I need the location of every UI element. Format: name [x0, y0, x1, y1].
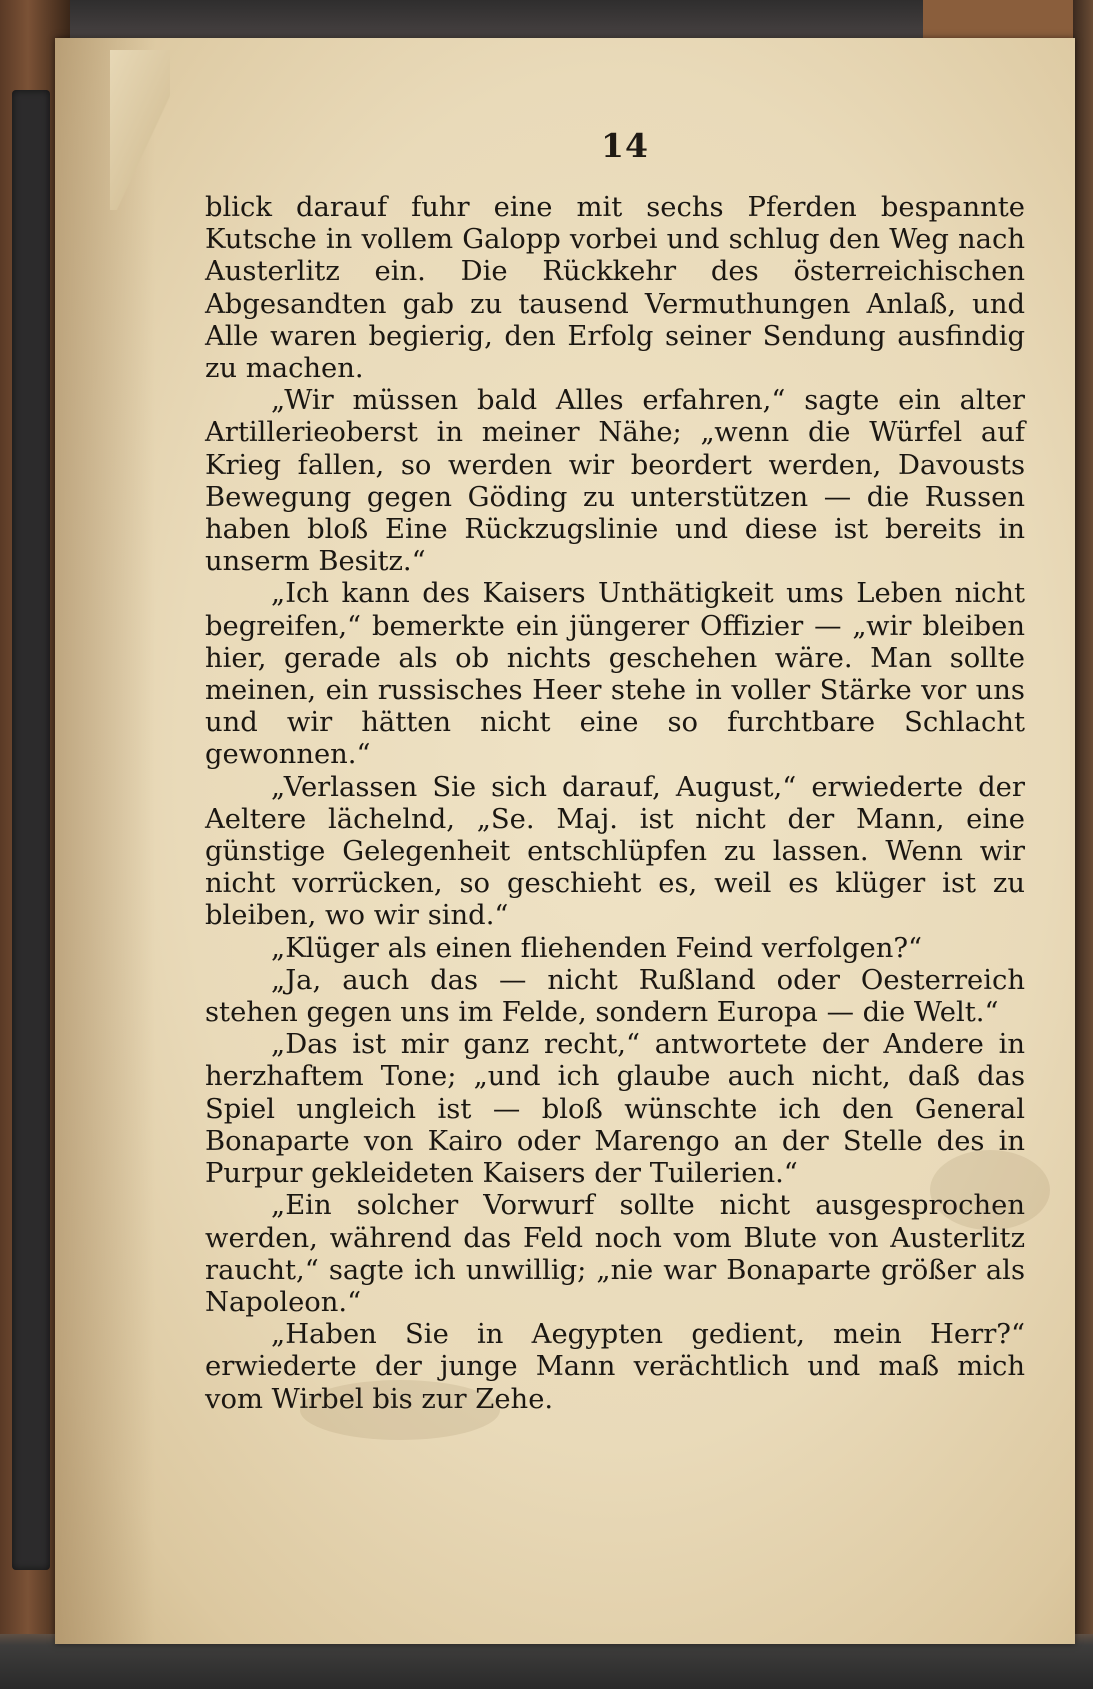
- spine-strip: [12, 90, 50, 1570]
- paragraph-8: „Ein solcher Vorwurf sollte nicht ausgesprochen werden, während das Feld noch vom Blute von Austerlitz raucht,“ sagte ich unwillig; „nie war Bonaparte größer als Napoleon.“: [205, 1190, 1025, 1318]
- book-binding-right: [1073, 0, 1093, 1689]
- paragraph-5: „Klüger als einen fliehenden Feind verfolgen?“: [271, 932, 923, 964]
- paragraph-2: „Wir müssen bald Alles erfahren,“ sagte ein alter Artillerieoberst in meiner Nähe; „wenn die Würfel auf Krieg fallen, so werden wir beordert werden, Davousts Bewegung gegen Göding zu unterstützen — die Russen haben bloß Eine Rückzugslinie und diese ist bereits in unserm Besitz.“: [205, 385, 1025, 578]
- paragraph-6: „Ja, auch das — nicht Rußland oder Oesterreich stehen gegen uns im Felde, sondern Europa — die Welt.“: [205, 964, 1025, 1029]
- page-edge-shadow: [55, 38, 155, 1644]
- paragraph-3: „Ich kann des Kaisers Unthätigkeit ums Leben nicht begreifen,“ bemerkte ein jüngerer Offizier — „wir bleiben hier, gerade als ob nichts geschehen wäre. Man sollte meinen, ein russisches Heer stehe in voller Stärke vor uns und wir hätten nicht eine so furchtbare Schlacht gewonnen.“: [205, 578, 1025, 771]
- paragraph-1: blick darauf fuhr eine mit sechs Pferden bespannte Kutsche in vollem Galopp vorbei und schlug den Weg nach Austerlitz ein. Die Rückkehr des österreichischen Abgesandten gab zu tausend Vermuthungen Anlaß, und Alle waren begierig, den Erfolg seiner Sendung ausfindig zu machen.: [205, 192, 1025, 385]
- paragraph-9: „Haben Sie in Aegypten gedient, mein Herr?“ erwiederte der junge Mann verächtlich und maß mich vom Wirbel bis zur Zehe.: [205, 1319, 1025, 1415]
- paragraph-7: „Das ist mir ganz recht,“ antwortete der Andere in herzhaftem Tone; „und ich glaube auch nicht, daß das Spiel ungleich ist — bloß wünschte ich den General Bonaparte von Kairo oder Marengo an der Stelle des in Purpur gekleideten Kaisers der Tuilerien.“: [205, 1029, 1025, 1190]
- page-number: 14: [601, 126, 649, 165]
- body-text: [205, 192, 1025, 1416]
- paragraph-4: „Verlassen Sie sich darauf, August,“ erwiederte der Aeltere lächelnd, „Se. Maj. ist nicht der Mann, eine günstige Gelegenheit entschlüpfen zu lassen. Wenn wir nicht vorrücken, so geschieht es, weil es klüger ist zu bleiben, wo wir sind.“: [205, 771, 1025, 932]
